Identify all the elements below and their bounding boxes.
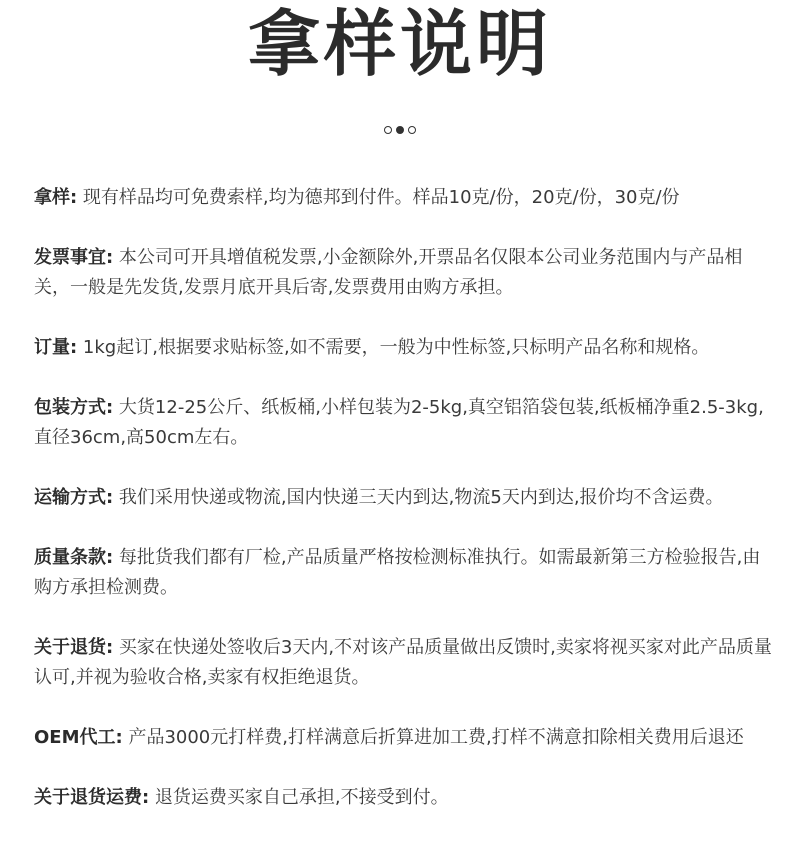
pagination-dots <box>0 126 800 134</box>
policy-text: 本公司可开具增值税发票,小金额除外,开票品名仅限本公司业务范围内与产品相关，一般是先发货,发票月底开具后寄,发票费用由购方承担。 <box>34 247 743 298</box>
policy-label: 包装方式: <box>34 397 114 418</box>
pagination-dot <box>384 126 392 134</box>
policy-text: 买家在快递处签收后3天内,不对该产品质量做出反馈时,卖家将视买家对此产品质量认可,并视为验收合格,卖家有权拒绝退货。 <box>34 637 772 688</box>
policy-label: 关于退货运费: <box>34 787 150 808</box>
policy-text: 退货运费买家自己承担,不接受到付。 <box>149 787 449 808</box>
page-title: 拿样说明 <box>247 2 552 86</box>
pagination-dot <box>408 126 416 134</box>
policy-text: 大货12-25公斤、纸板桶,小样包装为2-5kg,真空铝箔袋包装,纸板桶净重2.5-3kg,直径36cm,高50cm左右。 <box>34 397 764 448</box>
policy-item-invoice <box>34 243 774 303</box>
policy-label: 订量: <box>34 337 78 358</box>
policy-label: 质量条款: <box>34 547 114 568</box>
sample-policy-content <box>34 183 774 843</box>
policy-item-return-shipping <box>34 783 774 813</box>
policy-item-sample <box>34 183 774 213</box>
policy-text: 我们采用快递或物流,国内快递三天内到达,物流5天内到达,报价均不含运费。 <box>113 487 724 508</box>
policy-item-shipping <box>34 483 774 513</box>
policy-label: 发票事宜: <box>34 247 114 268</box>
policy-label: OEM代工: <box>34 727 123 748</box>
policy-item-quality <box>34 543 774 603</box>
pagination-dot-active <box>396 126 404 134</box>
policy-text: 每批货我们都有厂检,产品质量严格按检测标准执行。如需最新第三方检验报告,由购方承担检测费。 <box>34 547 761 598</box>
policy-item-returns <box>34 633 774 693</box>
policy-label: 运输方式: <box>34 487 114 508</box>
policy-item-packaging <box>34 393 774 453</box>
policy-text: 现有样品均可免费索样,均为德邦到付件。样品10克/份，20克/份，30克/份 <box>77 187 680 208</box>
policy-item-order-quantity <box>34 333 774 363</box>
policy-text: 产品3000元打样费,打样满意后折算进加工费,打样不满意扣除相关费用后退还 <box>122 727 744 748</box>
policy-label: 拿样: <box>34 187 78 208</box>
policy-item-oem <box>34 723 774 753</box>
policy-label: 关于退货: <box>34 637 114 658</box>
policy-text: 1kg起订,根据要求贴标签,如不需要，一般为中性标签,只标明产品名称和规格。 <box>77 337 710 358</box>
